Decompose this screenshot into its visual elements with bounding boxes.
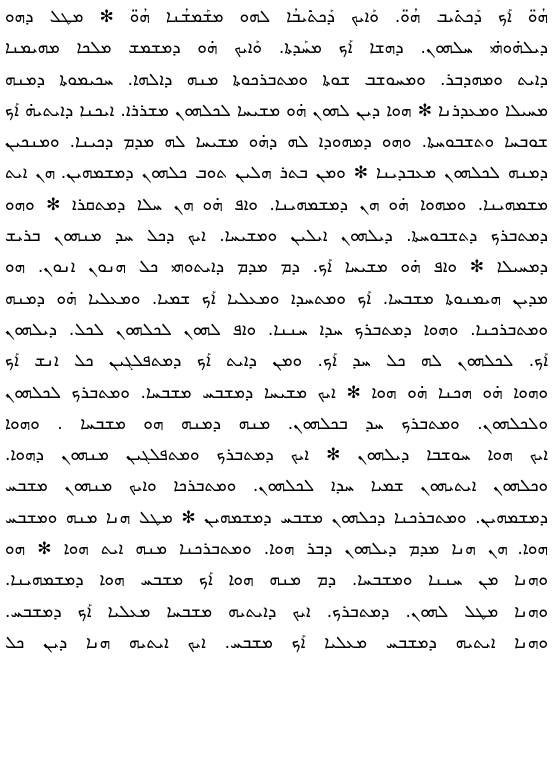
text-line: ܘܠܟܠܗܘܢ. ܘܡܬܒܪܟ ܚܕ ܒܟܠܗܘܢ. ܡܢܗ ܕܡܢܗ ܗܘ ܡܫܒܚܐ . ܘܗܘܐ [5, 413, 548, 434]
text-line: ܡܚܝܠܐ ܘܡܥܕܪܢܐ ✻ ܗܘܐ ܕܝܢ ܠܗܘܢ ܗ̇ܘ ܡܫܝܚܐ ܠܟܠܗܘܢ ܡܫܪܪܐ. ܐܝܟܢܐ ܕܐܝܬܝܗ̇ ܐܰܟ [5, 100, 548, 121]
text-line: ܘܗܢܐ ܡܢ ܚܢܢܐ ܘܡܫܒܚܐ. ܕܡ ܡܢܗ ܗܘܐ ܐܰܟ ܡܫܒܚ ܗܘܐ ܕܡܫܡܗܝܢܐ. [5, 570, 548, 591]
text-line: ܡܫܡܗܝܢܐ. ܘܡܗܘܐ ܗ̇ܘ ܗܢ ܕܡܫܡܗܝܢܐ. ܘܐܦ ܗ̇ܘ ܗܢ ܚܠܐ ܕܡܬܩܪܐ ✻ ܘܗܘ [5, 194, 548, 215]
text-line: ܫܘܒܚܐ ܘܬܫܒܘܚܬܐ. ܘܗܘ ܕܡܗܘܕܐ ܠܗ ܕܗ̇ܘ ܡܫܝܚܐ ܠܗ ܡܕܡ ܕܟܝܢܐ. ܘܡܢܟܝܢ [5, 132, 548, 153]
text-line: ܐܝܟ ܗܘܐ ܚܘܫܒܐ ܕܝܠܗܘܢ ✻ ܐܝܟ ܕܡܬܒܪܟ ܘܡܬܦܠܓܝܢ ܡܢܗܘܢ ܕܗܘܐ. [5, 445, 548, 466]
text-line: ܕܡܢܗ ܠܟܠܗܘܢ ܡܥܒܕܝܢܐ ✻ ܘܡܢ ܒܬܪ ܗܠܝܢ ܬܘܒ ܟܠܗܘܢ ܕܡܫܡܗܝܢ. ܗܢ ܐܝܬ [5, 163, 548, 184]
text-line: ܕܐܝܬ ܘܡܗܕܒܪ. ܘܡܚܘܫܒ ܫܘܬܐ ܘܡܬܒܪܟܘܬܐ ܡܢܗ ܕܐܠܗܐ. ܚܟܝܡܘܬܐ ܕܡܢܗ [5, 69, 548, 90]
text-line: ܕܡܚܝܠܐ ✻ ܘܐܦ ܗ̇ܘ ܡܫܝܚܐ ܐܰܟ. ܕܡ ܡܕܡ ܕܐܝܬܘܗܝ ܟܠ ܗܢܘܢ ܐܢܘܢ. ܗܘ [5, 257, 548, 278]
text-line: ܘܗܘܐ ܗ̇ܘ ܗܟܢܐ ܗ̇ܘ ܗܘܐ ✻ ܐܝܟ ܡܫܝܚܐ ܕܡܫܒܚ ܡܫܒܚܐ. ܘܡܬܒܪܟ ܠܟܠܗܘܢ [5, 382, 548, 403]
text-line: ܘܟܠܗܘܢ ܐܝܬܝܗܘܢ ܫܡܝܐ ܚܕܐ ܠܟܠܗܘܢ. ܘܡܬܒܪܟܐ ܘܐܝܟ ܡܢܗܘܢ ܡܫܒܚ [5, 476, 548, 497]
text-line: ܐܰܟ. ܠܟܠܗܘܢ ܠܗ ܟܠ ܚܕ ܐܰܟ. ܘܡܢ ܕܐܝܬ ܐܰܟ ܕܡܬܦܠܓܝܢ ܟܠ ܐܢܫ ܐܰܟ [5, 351, 548, 372]
text-line: ܘܗܢܐ ܐܝܬܝܗ ܕܡܫܒܚ ܡܥܠܝܐ ܐܰܟ ܡܫܒܚ. ܐܝܟ ܐܝܬܝܗ ܗܢܐ ܕܝܢ ܟܠ [5, 632, 548, 653]
text-line: ܕܝܠܗ̇ܘܗ̇ܝ ܚܠܗܘܢ. ܕܗܫܐ ܐܰܟ ܡܚܰܕܬܐ. ܘܰܐܝܟ ܗ̇ܘ ܕܡܫܡܫ ܡܠܟܐ ܡܗܝܡܢܐ [5, 38, 548, 59]
text-line: ܘܡܬܒܪܟܢܐ. ܘܗܘܐ ܕܡܬܒܪܟ ܚܕܐ ܚܢܢܐ. ܘܐܦ ܠܗܘܢ ܠܟܠܗܘܢ ܠܟܠ. ܕܝܠܗܘܢ [5, 319, 548, 340]
text-line: ܗܳܘ̈ ܐܰܟ ܕܰܟܬܺܝܒ ܗܳܘ̈. ܘܰܐܝܟ ܕܰܟܬܺܝܒܳܐ ܠܗܘ ܡܫܰܡܫܳܢܐ ܗܳܘ̈ ✻ ܡܛܠ ܕܗܘ [5, 7, 548, 27]
text-line: ܡܕܝܢ ܗܝܡܢܘܬܐ ܡܫܒܚܐ. ܐܰܟ ܘܡܬܚܕܐ ܘܡܥܠܝܐ ܐܰܟ ܫܡܝܐ. ܘܡܥܠܝܐ ܗ̇ܘ ܕܡܢܗ [5, 288, 548, 309]
text-line: ܕܡܫܡܗܝܢ. ܘܡܬܒܪܟܢܐ ܕܟܠܗܘܢ ܡܫܒܚ ܕܡܫܡܗܝܢ ✻ ܡܛܠ ܗܢܐ ܡܢܗ ܘܡܫܒܚ [5, 507, 548, 528]
text-line: ܕܡܬܒܪܟ ܕܬܫܒܘܚܬܐ. ܕܝܠܗܘܢ ܐܝܠܝܢ ܘܡܫܝܚܐ. ܐܝܟ ܕܟܠ ܚܕ ܡܢܗܘܢ ܒܪܝܫ [5, 226, 548, 247]
text-line: ܘܗܢܐ ܡܛܠ ܠܗܘܢ. ܕܡܬܒܪܟ. ܐܝܟ ܕܐܝܬܝܗ ܡܫܒܚܐ ܡܥܠܝܐ ܐܰܟ ܕܡܫܒܚ. [5, 601, 548, 622]
text-line: ܗܘܐ. ܗܢ ܗܢܐ ܡܕܡ ܕܝܠܗܘܢ ܕܒܪ ܗܘܐ. ܘܡܬܒܪܟܢܐ ܡܢܗ ܐܝܬ ܗܘܐ ✻ ܗܘ [5, 539, 548, 560]
